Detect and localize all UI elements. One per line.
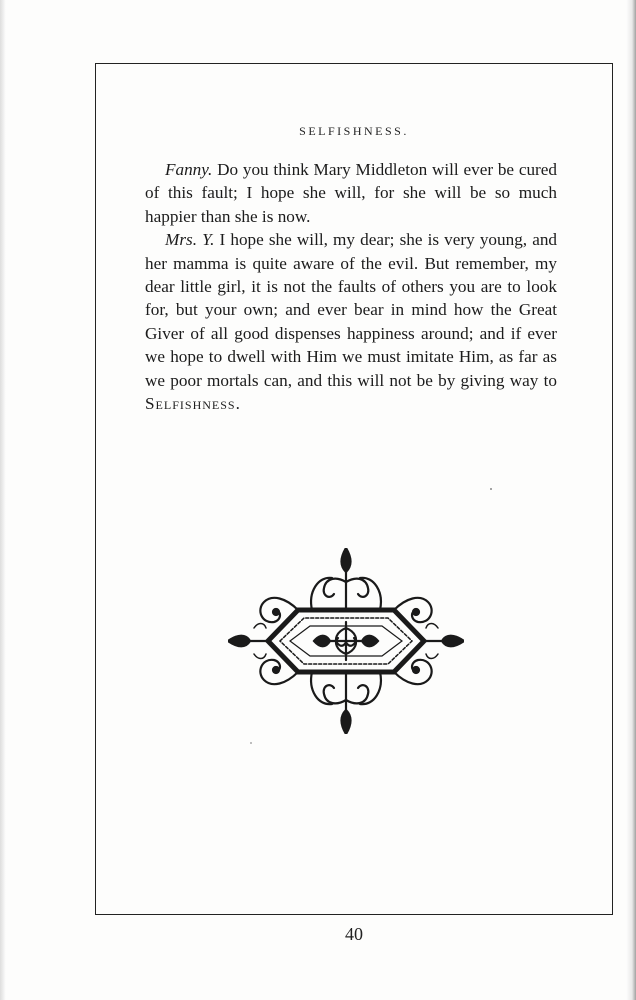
- scan-edge-right: [626, 0, 636, 1000]
- speaker-name: Fanny.: [165, 160, 213, 179]
- running-head: SELFISHNESS.: [299, 124, 409, 138]
- paragraph-text: I hope she will, my dear; she is very young, and her mamma is quite aware of the evil. But remember, my dear little girl, it is not the faults of others you are to look for, but your own; and ever bear in mind how the Great Giver of all good dispenses happiness around; and if ever we hope to dwell with Him we must imitate Him, as far as we poor mortals can, and this will not be by giving way to: [145, 230, 558, 390]
- body-text: [145, 158, 557, 415]
- closing-word: Selfishness.: [145, 394, 241, 414]
- scan-speck: [490, 488, 492, 490]
- floral-scroll-ornament-icon: [228, 548, 464, 734]
- page-number: 40: [345, 924, 363, 944]
- paragraph-mrs-y: [145, 228, 557, 415]
- paragraph-fanny: [145, 158, 557, 228]
- speaker-name: Mrs. Y.: [165, 230, 215, 250]
- scan-edge-left: [0, 0, 6, 1000]
- scan-speck: [250, 742, 252, 744]
- paragraph-text: Do you think Mary Middleton will ever be cured of this fault; I hope she will, for she will be so much happier than she is now.: [145, 160, 558, 226]
